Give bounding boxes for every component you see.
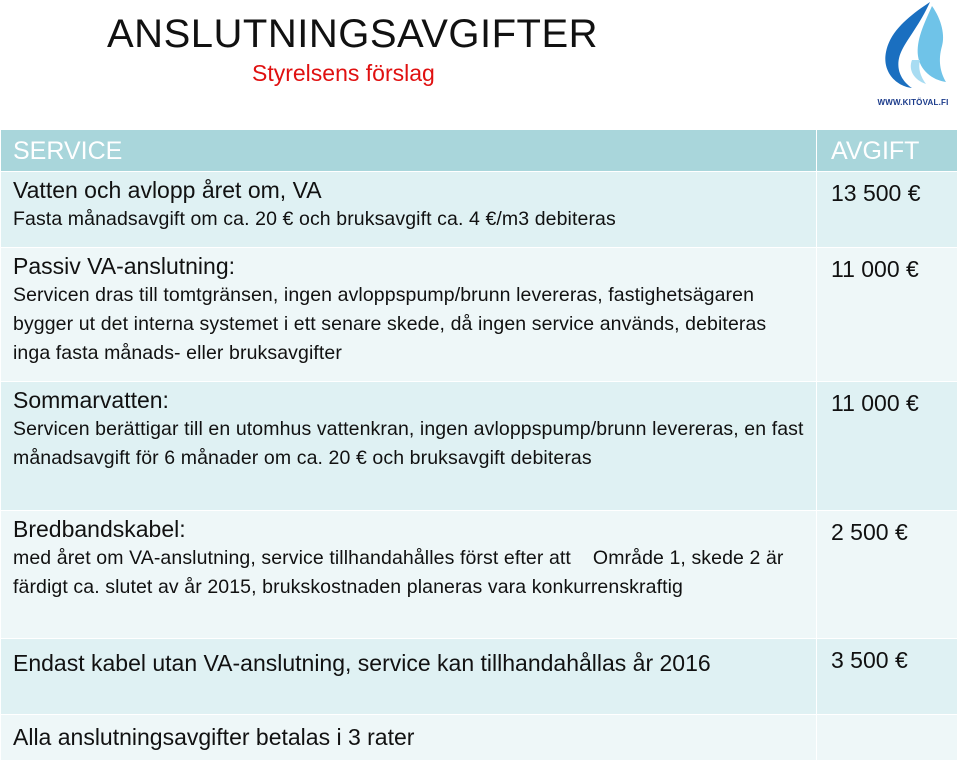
fees-table — [0, 129, 958, 761]
row-detail: Fasta månadsavgift om ca. 20 € och bruksavgift ca. 4 €/m3 debiteras — [13, 208, 616, 230]
fee-header-cell — [817, 130, 958, 172]
table-row — [1, 639, 958, 715]
row-title: Passiv VA-anslutning: — [13, 253, 236, 279]
row-fee: 13 500 € — [831, 180, 921, 206]
row-fee — [817, 715, 957, 723]
row-title: Alla anslutningsavgifter betalas i 3 rater — [13, 724, 415, 750]
row-detail: Servicen berättigar till en utomhus vattenkran, ingen avloppspump/brunn levereras, en fast månadsavgift för 6 månader om ca. 20 € och bruksavgift debiteras — [13, 418, 804, 469]
row-detail: Servicen dras till tomtgränsen, ingen avloppspump/brunn levereras, fastighetsägaren bygger ut det interna systemet i ett senare skede, då ingen service används, debiteras inga fasta månads- eller bruksavgifter — [13, 284, 767, 364]
table-row — [1, 248, 958, 382]
water-drop-icon — [872, 0, 954, 100]
service-header-cell — [1, 130, 817, 172]
row-detail-part: Område 1, skede 2 är färdigt ca. slutet av år 2015, brukskostnaden planeras vara konkurrenskraftig — [13, 547, 784, 598]
table-row — [1, 172, 958, 248]
kitoval-logo — [872, 0, 954, 118]
row-detail — [13, 544, 808, 602]
row-fee: 11 000 € — [831, 390, 919, 416]
row-title: Vatten och avlopp året om, VA — [13, 177, 322, 203]
fee-column-header: AVGIFT — [831, 137, 920, 165]
table-row — [1, 715, 958, 761]
service-column-header: SERVICE — [13, 137, 123, 165]
row-title: Endast kabel utan VA-anslutning, service kan tillhandahållas år 2016 — [13, 650, 711, 676]
row-fee: 3 500 € — [831, 647, 908, 673]
table-row — [1, 511, 958, 639]
row-fee: 2 500 € — [831, 519, 908, 545]
row-detail-part: med året om VA-anslutning, service tillhandahålles först efter att — [13, 547, 571, 569]
table-row — [1, 382, 958, 511]
page-subtitle: Styrelsens förslag — [252, 60, 435, 86]
logo-url: WWW.KITÖVAL.FI — [877, 98, 949, 107]
row-fee: 11 000 € — [831, 256, 919, 282]
page-title: ANSLUTNINGSAVGIFTER — [107, 12, 599, 56]
row-title: Sommarvatten: — [13, 387, 169, 413]
row-title: Bredbandskabel: — [13, 516, 186, 542]
table-header-row — [1, 130, 958, 172]
